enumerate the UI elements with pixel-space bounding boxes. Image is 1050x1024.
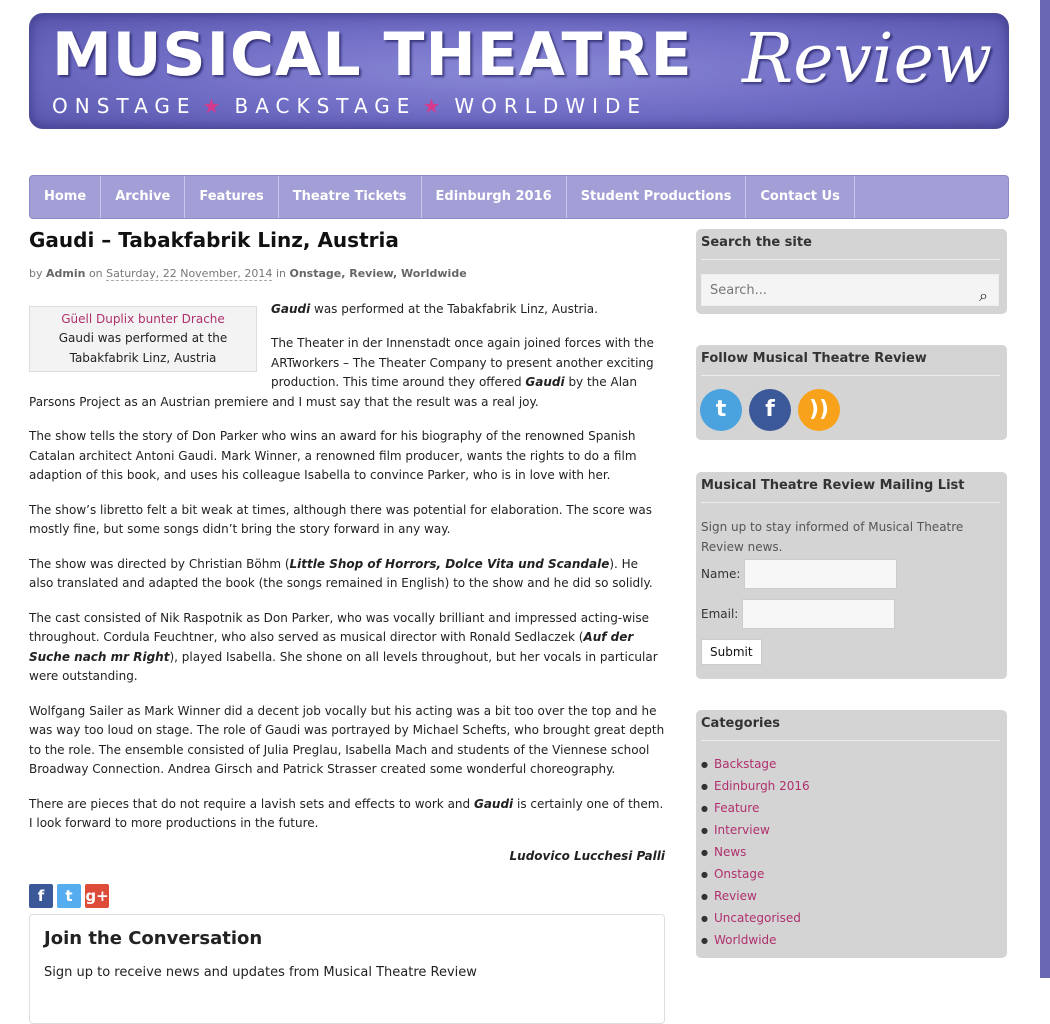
search-widget-title: Search the site bbox=[701, 229, 1000, 260]
follow-widget bbox=[696, 345, 1007, 440]
paragraph bbox=[29, 609, 665, 687]
tagline-backstage: BACKSTAGE bbox=[234, 94, 417, 118]
image-caption-text: Gaudi was performed at the Tabakfabrik Linz, Austria bbox=[58, 331, 228, 365]
main-nav bbox=[29, 175, 1009, 219]
mailing-description: Sign up to stay informed of Musical Theatre Review news. bbox=[701, 520, 964, 554]
image-caption bbox=[29, 306, 257, 373]
name-row bbox=[701, 559, 1000, 589]
meta-date: Saturday, 22 November, 2014 bbox=[106, 267, 273, 280]
paragraph-text: ), played Isabella. She shone on all levels throughout, but her vocals in particular were outstanding. bbox=[29, 649, 658, 683]
twitter-share-icon[interactable]: t bbox=[57, 884, 81, 908]
join-title: Join the Conversation bbox=[44, 928, 263, 949]
meta-in: in bbox=[275, 267, 286, 280]
category-item-backstage[interactable]: ● Backstage bbox=[701, 753, 1000, 775]
em-gaudi: Gaudi bbox=[473, 796, 514, 811]
tagline-onstage: ONSTAGE bbox=[52, 94, 197, 118]
author-signature: Ludovico Lucchesi Palli bbox=[509, 848, 665, 863]
rss-icon[interactable]: )) bbox=[798, 389, 840, 431]
paragraph: The show tells the story of Don Parker who wins an award for his biography of the renowned Spanish Catalan architect Antoni Gaudi. Mark Winner, a renowned film producer, wants the rights to do a film adaption of this book, and uses his colleague Isabella to convince Parker, who is in love with her. bbox=[29, 429, 637, 482]
em-show-titles: Little Shop of Horrors, Dolce Vita und Scandale bbox=[289, 556, 610, 571]
article bbox=[29, 228, 665, 1024]
category-item-worldwide[interactable]: ● Worldwide bbox=[701, 929, 1000, 951]
submit-button[interactable]: Submit bbox=[701, 639, 762, 665]
category-item-review[interactable]: ● Review bbox=[701, 885, 1000, 907]
post-content bbox=[29, 300, 665, 867]
image-link[interactable]: Güell Duplix bunter Drache bbox=[61, 311, 225, 326]
meta-author[interactable]: Admin bbox=[46, 267, 86, 280]
nav-student-productions[interactable]: Student Productions bbox=[567, 176, 747, 218]
category-item-edinburgh-2016[interactable]: ● Edinburgh 2016 bbox=[701, 775, 1000, 797]
categories-widget bbox=[696, 710, 1007, 958]
follow-widget-title: Follow Musical Theatre Review bbox=[701, 345, 1000, 376]
google-plus-share-icon[interactable]: g+ bbox=[85, 884, 109, 908]
name-label: Name: bbox=[701, 567, 741, 581]
paragraph-text: ). He also translated and adapted the book (the songs remained in English) to the show and he did so solidly. bbox=[29, 556, 653, 590]
paragraph-text: The cast consisted of Nik Raspotnik as Don Parker, who was vocally brilliant and impressed acting-wise throughout. Cordula Feuchtner, who also served as musical director with Ronald Sedlaczek ( bbox=[29, 610, 650, 644]
paragraph: The show’s libretto felt a bit weak at times, although there was potential for elaboration. The score was mostly fine, but some songs didn’t bring the story forward in any way. bbox=[29, 502, 653, 536]
mailing-list-widget bbox=[696, 472, 1007, 679]
em-gaudi: Gaudi bbox=[271, 301, 311, 316]
post-meta bbox=[29, 264, 665, 284]
nav-home[interactable]: Home bbox=[30, 176, 101, 218]
banner-title: MUSICAL THEATRE bbox=[52, 20, 693, 90]
category-item-news[interactable]: ● News bbox=[701, 841, 1000, 863]
twitter-icon[interactable]: t bbox=[700, 389, 742, 431]
paragraph: Wolfgang Sailer as Mark Winner did a decent job vocally but his acting was a bit too over the top and he was way too loud on stage. The role of Gaudi was portrayed by Michael Schefts, who brought great depth to the role. The ensemble consisted of Julia Preglau, Isabella Mach and students of the Viennese school Broadway Connection. Andrea Girsch and Patrick Strasser created some wonderful choreography. bbox=[29, 703, 665, 776]
meta-categories[interactable]: Onstage, Review, Worldwide bbox=[289, 267, 467, 280]
meta-on: on bbox=[88, 267, 103, 280]
join-text: Sign up to receive news and updates from Musical Theatre Review bbox=[44, 964, 477, 980]
paragraph-text: There are pieces that do not require a lavish sets and effects to work and bbox=[29, 796, 474, 811]
search-widget bbox=[696, 229, 1007, 314]
search-input[interactable] bbox=[701, 274, 999, 306]
star-icon: ★ bbox=[422, 94, 441, 118]
nav-contact-us[interactable]: Contact Us bbox=[746, 176, 854, 218]
social-icons bbox=[700, 389, 840, 431]
email-label: Email: bbox=[701, 607, 739, 621]
categories-widget-title: Categories bbox=[701, 710, 1000, 741]
search-icon[interactable]: ⌕ bbox=[979, 286, 988, 305]
nav-archive[interactable]: Archive bbox=[101, 176, 185, 218]
search-placeholder: Search... bbox=[710, 283, 768, 298]
paragraph-text: by the Alan Parsons Project as an Austrian premiere and I must say that the result was a real joy. bbox=[29, 375, 637, 409]
paragraph bbox=[29, 795, 665, 834]
share-buttons bbox=[29, 884, 665, 908]
tagline-worldwide: WORLDWIDE bbox=[454, 94, 648, 118]
paragraph bbox=[29, 555, 665, 594]
category-list bbox=[701, 753, 1000, 951]
nav-features[interactable]: Features bbox=[185, 176, 278, 218]
meta-by: by bbox=[29, 267, 43, 280]
site-banner[interactable] bbox=[29, 13, 1009, 129]
facebook-icon[interactable]: f bbox=[749, 389, 791, 431]
em-show-title: Auf der Suche nach mr Right bbox=[29, 630, 634, 664]
mailing-widget-title: Musical Theatre Review Mailing List bbox=[701, 472, 1000, 503]
category-item-feature[interactable]: ● Feature bbox=[701, 797, 1000, 819]
email-row bbox=[701, 599, 1000, 629]
category-item-uncategorised[interactable]: ● Uncategorised bbox=[701, 907, 1000, 929]
banner-tagline bbox=[52, 94, 647, 118]
paragraph-text: The Theater in der Innenstadt once again joined forces with the ARTworkers – The Theater Company to present another exciting production. This time around they offered bbox=[271, 336, 654, 389]
em-gaudi: Gaudi bbox=[525, 375, 565, 389]
join-conversation-box bbox=[29, 914, 665, 1024]
nav-theatre-tickets[interactable]: Theatre Tickets bbox=[279, 176, 422, 218]
post-title[interactable]: Gaudi – Tabakfabrik Linz, Austria bbox=[29, 228, 399, 252]
facebook-share-icon[interactable]: f bbox=[29, 884, 53, 908]
paragraph-text: is certainly one of them. I look forward to more productions in the future. bbox=[29, 796, 664, 830]
name-field[interactable] bbox=[744, 559, 897, 589]
star-icon: ★ bbox=[202, 94, 221, 118]
category-item-onstage[interactable]: ● Onstage bbox=[701, 863, 1000, 885]
paragraph-text: The show was directed by Christian Böhm ( bbox=[29, 556, 290, 571]
paragraph-text: was performed at the Tabakfabrik Linz, Austria. bbox=[310, 301, 598, 316]
banner-review-script: Review bbox=[742, 20, 993, 99]
nav-edinburgh-2016[interactable]: Edinburgh 2016 bbox=[422, 176, 567, 218]
category-item-interview[interactable]: ● Interview bbox=[701, 819, 1000, 841]
page-right-border bbox=[1040, 0, 1050, 978]
email-field[interactable] bbox=[742, 599, 895, 629]
